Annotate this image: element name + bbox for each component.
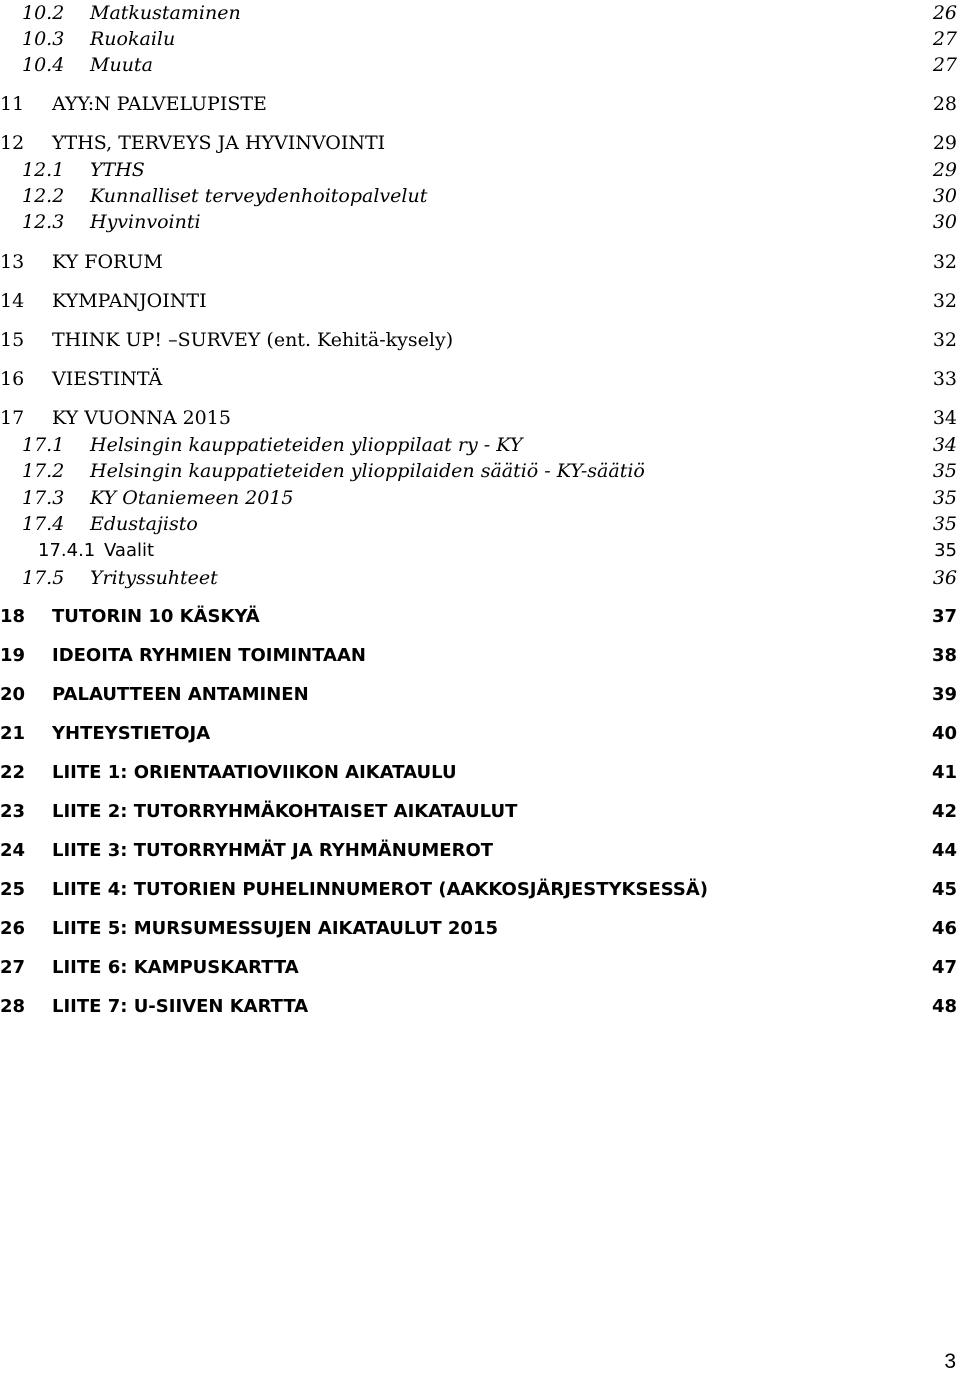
toc-entry xyxy=(0,511,960,537)
toc-entry-title: PALAUTTEEN ANTAMINEN xyxy=(52,684,309,705)
toc-entry xyxy=(0,760,960,786)
toc-entry-number: 17.2 xyxy=(22,460,65,482)
toc-entry xyxy=(0,994,960,1020)
toc-entry-number: 15 xyxy=(0,329,25,351)
toc-entry-number: 12.2 xyxy=(22,185,65,207)
toc-entry-title: YTHS, TERVEYS JA HYVINVOINTI xyxy=(52,132,386,154)
toc-entry-page: 40 xyxy=(931,723,957,744)
toc-entry-title: YHTEYSTIETOJA xyxy=(52,723,211,744)
toc-entry xyxy=(0,799,960,825)
toc-entry-page: 36 xyxy=(932,567,957,589)
toc-entry xyxy=(0,458,960,484)
toc-entry-title: VIESTINTÄ xyxy=(52,368,163,390)
toc-entry-title: LIITE 4: TUTORIEN PUHELINNUMEROT (AAKKOSJÄRJESTYKSESSÄ) xyxy=(52,879,709,900)
toc-entry-number: 16 xyxy=(0,368,25,390)
toc-entry xyxy=(0,0,960,26)
toc-entry-page: 35 xyxy=(934,540,957,561)
toc-entry xyxy=(0,838,960,864)
toc-entry-page: 30 xyxy=(932,185,957,207)
toc-entry-title: Helsingin kauppatieteiden ylioppilaat ry - KY xyxy=(90,434,523,456)
toc-entry-number: 17.1 xyxy=(22,434,65,456)
toc-entry-title: Muuta xyxy=(90,54,153,76)
toc-entry-number: 14 xyxy=(0,290,25,312)
toc-entry-number: 17.5 xyxy=(22,567,65,589)
toc-entry-page: 39 xyxy=(931,684,957,705)
toc-entry-page: 27 xyxy=(932,28,957,50)
toc-entry-page: 34 xyxy=(932,434,957,456)
toc-entry xyxy=(0,405,960,431)
toc-entry-title: Helsingin kauppatieteiden ylioppilaiden säätiö - KY-säätiö xyxy=(90,460,645,482)
toc-entry-title: LIITE 6: KAMPUSKARTTA xyxy=(52,957,299,978)
toc-entry-number: 24 xyxy=(0,840,26,861)
toc-entry-number: 10.3 xyxy=(22,28,65,50)
toc-entry-number: 13 xyxy=(0,251,25,273)
toc-entry-number: 12 xyxy=(0,132,25,154)
toc-entry-page: 38 xyxy=(931,645,957,666)
toc-entry-number: 28 xyxy=(0,996,26,1017)
toc-entry-page: 27 xyxy=(932,54,957,76)
toc-entry-page: 28 xyxy=(932,93,957,115)
toc-entry-number: 12.1 xyxy=(22,159,65,181)
toc-entry-title: Ruokailu xyxy=(90,28,176,50)
toc-entry xyxy=(0,485,960,511)
toc-entry xyxy=(0,130,960,156)
toc-entry-page: 45 xyxy=(931,879,957,900)
toc-entry-page: 32 xyxy=(932,251,957,273)
toc-entry-title: YTHS xyxy=(90,159,145,181)
toc-entry-title: IDEOITA RYHMIEN TOIMINTAAN xyxy=(52,645,366,666)
toc-entry-title: LIITE 5: MURSUMESSUJEN AIKATAULUT 2015 xyxy=(52,918,499,939)
toc-entry xyxy=(0,52,960,78)
toc-entry-number: 17.4.1 xyxy=(38,540,96,561)
toc-entry xyxy=(0,538,960,564)
toc-entry-page: 26 xyxy=(932,2,957,24)
toc-entry xyxy=(0,643,960,669)
toc-entry-page: 46 xyxy=(931,918,957,939)
toc-entry xyxy=(0,604,960,630)
toc-entry xyxy=(0,955,960,981)
toc-entry xyxy=(0,916,960,942)
toc-entry-title: Matkustaminen xyxy=(90,2,241,24)
toc-entry-title: KY FORUM xyxy=(52,251,163,273)
toc-entry xyxy=(0,209,960,235)
toc-entry xyxy=(0,157,960,183)
toc-entry-title: KYMPANJOINTI xyxy=(52,290,207,312)
toc-entry-number: 12.3 xyxy=(22,211,65,233)
toc-entry-number: 22 xyxy=(0,762,26,783)
toc-entry-number: 17 xyxy=(0,407,25,429)
toc-entry xyxy=(0,327,960,353)
toc-entry-number: 25 xyxy=(0,879,26,900)
toc-entry-page: 32 xyxy=(932,290,957,312)
toc-entry xyxy=(0,91,960,117)
toc-entry-page: 35 xyxy=(932,460,957,482)
toc-entry-number: 19 xyxy=(0,645,26,666)
page-number: 3 xyxy=(944,1350,956,1373)
toc-entry-number: 20 xyxy=(0,684,26,705)
toc-entry-page: 44 xyxy=(931,840,957,861)
toc-entry-title: Edustajisto xyxy=(90,513,198,535)
toc-entry xyxy=(0,682,960,708)
toc-entry xyxy=(0,721,960,747)
toc-entry-page: 35 xyxy=(932,487,957,509)
toc-entry xyxy=(0,877,960,903)
toc-entry-page: 42 xyxy=(931,801,957,822)
toc-entry-title: LIITE 7: U-SIIVEN KARTTA xyxy=(52,996,309,1017)
toc-entry-title: Vaalit xyxy=(104,540,155,561)
toc-entry-title: Kunnalliset terveydenhoitopalvelut xyxy=(90,185,428,207)
toc-entry xyxy=(0,26,960,52)
toc-entry-number: 11 xyxy=(0,93,25,115)
toc-entry-title: KY VUONNA 2015 xyxy=(52,407,231,429)
toc-entry-page: 29 xyxy=(932,132,957,154)
toc-entry-number: 26 xyxy=(0,918,26,939)
toc-entry-page: 33 xyxy=(932,368,957,390)
toc-entry-page: 32 xyxy=(932,329,957,351)
toc-entry-page: 29 xyxy=(932,159,957,181)
toc-entry xyxy=(0,249,960,275)
toc-entry-title: Hyvinvointi xyxy=(90,211,201,233)
toc-entry-page: 48 xyxy=(931,996,957,1017)
toc-entry xyxy=(0,183,960,209)
toc-entry-title: THINK UP! –SURVEY (ent. Kehitä-kysely) xyxy=(52,329,454,351)
toc-entry-number: 23 xyxy=(0,801,26,822)
toc-entry-number: 17.4 xyxy=(22,513,65,535)
toc-entry-page: 41 xyxy=(931,762,957,783)
toc-entry-number: 21 xyxy=(0,723,26,744)
toc-entry-title: AYY:N PALVELUPISTE xyxy=(52,93,267,115)
toc-entry-number: 10.2 xyxy=(22,2,65,24)
toc-entry-title: Yrityssuhteet xyxy=(90,567,218,589)
toc-entry-title: LIITE 1: ORIENTAATIOVIIKON AIKATAULU xyxy=(52,762,457,783)
toc-entry-title: KY Otaniemeen 2015 xyxy=(90,487,294,509)
toc-entry-page: 47 xyxy=(931,957,957,978)
toc-entry xyxy=(0,288,960,314)
toc-entry xyxy=(0,366,960,392)
toc-entry-title: LIITE 3: TUTORRYHMÄT JA RYHMÄNUMEROT xyxy=(52,840,494,861)
toc-entry-page: 35 xyxy=(932,513,957,535)
toc-entry-title: LIITE 2: TUTORRYHMÄKOHTAISET AIKATAULUT xyxy=(52,801,518,822)
toc-entry-number: 27 xyxy=(0,957,26,978)
toc-entry-page: 37 xyxy=(931,606,957,627)
toc-entry xyxy=(0,432,960,458)
toc-entry-page: 34 xyxy=(932,407,957,429)
toc-entry-number: 18 xyxy=(0,606,26,627)
toc-entry-number: 10.4 xyxy=(22,54,65,76)
toc-entry xyxy=(0,565,960,591)
toc-entry-title: TUTORIN 10 KÄSKYÄ xyxy=(52,606,260,627)
toc-entry-number: 17.3 xyxy=(22,487,65,509)
toc-entry-page: 30 xyxy=(932,211,957,233)
